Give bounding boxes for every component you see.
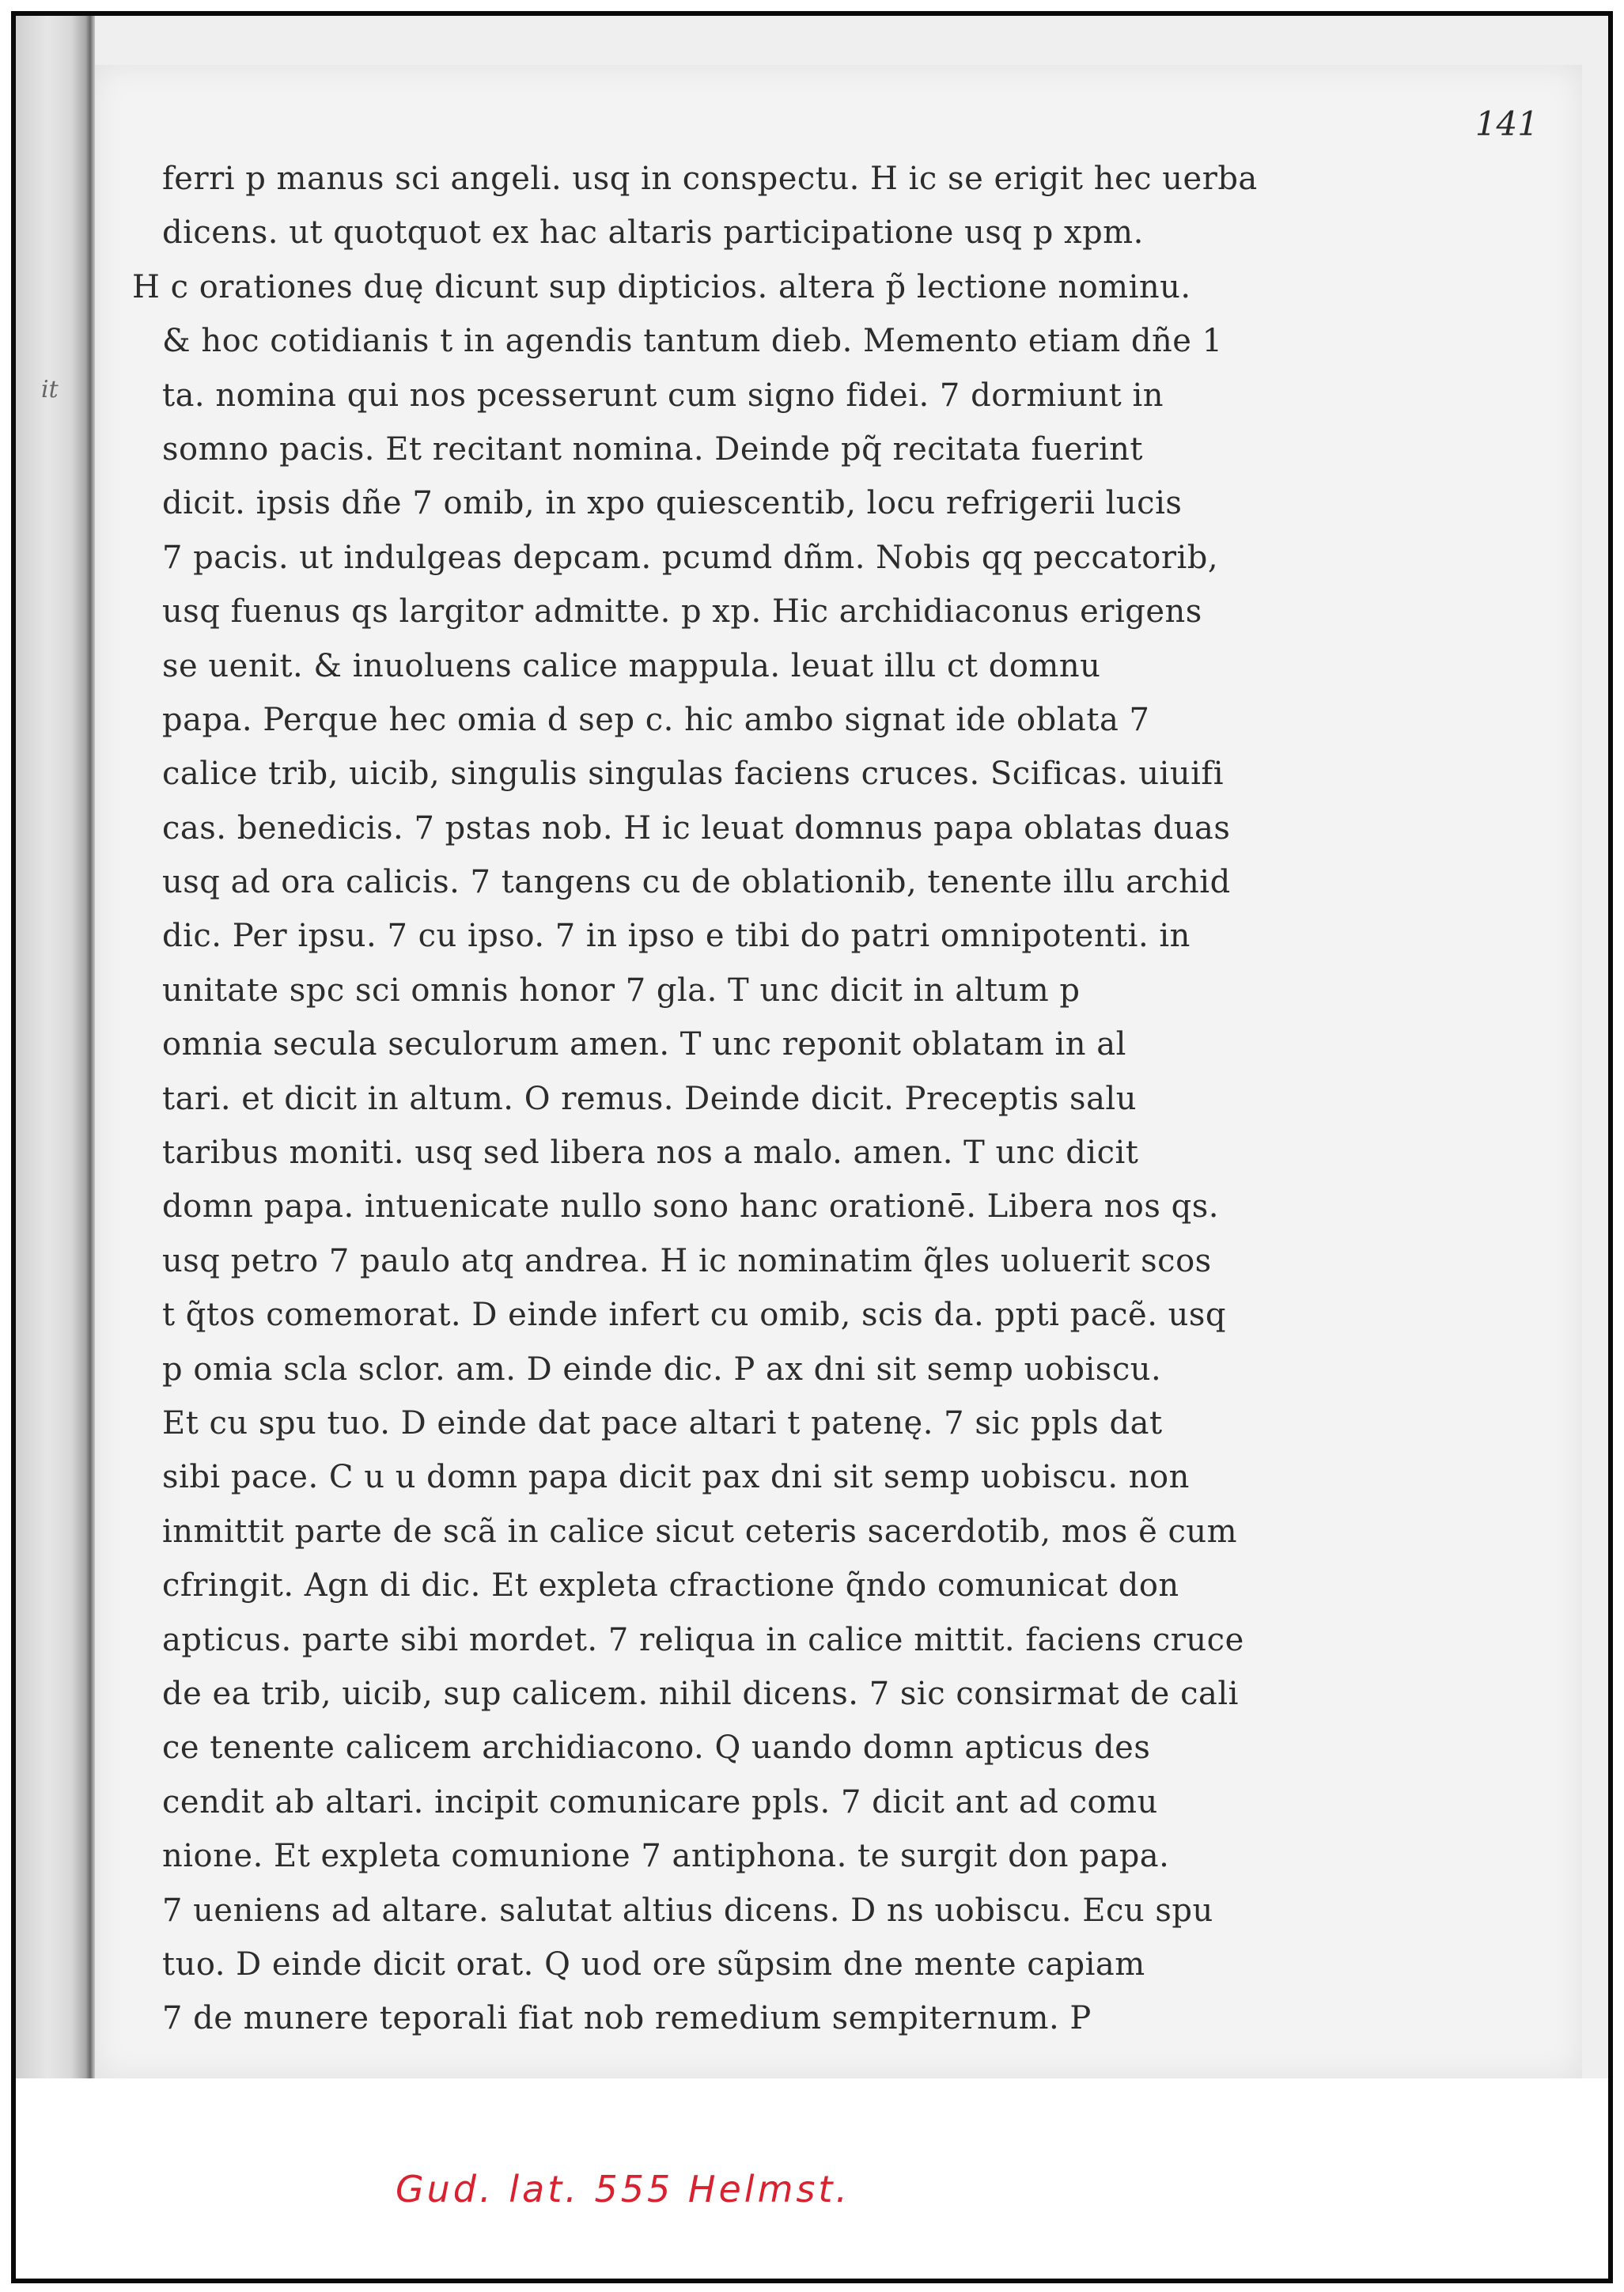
text-line: 7 ueniens ad altare. salutat altius dicens. D ns uobiscu. Ecu spu: [162, 1892, 1213, 1929]
text-line: dic. Per ipsu. 7 cu ipso. 7 in ipso e tibi do patri omnipotenti. in: [162, 918, 1191, 955]
text-line: cfringit. Agn di dic. Et expleta cfractione q̃ndo comunicat don: [162, 1567, 1179, 1604]
text-line: se uenit. & inuoluens calice mappula. leuat illu ct domnu: [162, 647, 1101, 684]
manuscript-page: [95, 65, 1582, 2078]
text-line: ce tenente calicem archidiacono. Q uando domn apticus des: [162, 1729, 1151, 1767]
text-line: tari. et dicit in altum. O remus. Deinde dicit. Preceptis salu: [162, 1080, 1137, 1117]
text-line: sibi pace. C u u domn papa dicit pax dni sit semp uobiscu. non: [162, 1459, 1190, 1496]
text-line: unitate spc sci omnis honor 7 gla. T unc dicit in altum p: [162, 972, 1081, 1009]
text-line: ta. nomina qui nos pcesserunt cum signo fidei. 7 dormiunt in: [162, 377, 1164, 414]
text-line: dicens. ut quotquot ex hac altaris participatione usq p xpm.: [162, 214, 1144, 252]
text-line: inmittit parte de scã in calice sicut ceteris sacerdotib, mos ẽ cum: [162, 1513, 1238, 1550]
text-line: dicit. ipsis dñe 7 omib, in xpo quiescentib, locu refrigerii lucis: [162, 485, 1183, 522]
shelfmark-annotation: Gud. lat. 555 Helmst.: [396, 2168, 851, 2211]
manuscript-text: [132, 152, 1412, 2046]
text-line: usq fuenus qs largitor admitte. p xp. Hic archidiaconus erigens: [162, 593, 1202, 631]
text-line: usq ad ora calicis. 7 tangens cu de oblationib, tenente illu archid: [162, 864, 1231, 901]
text-line: 7 pacis. ut indulgeas depcam. pcumd dñm. Nobis qq peccatorib,: [162, 539, 1219, 576]
folio-number: 141: [1474, 104, 1539, 143]
text-line: Et cu spu tuo. D einde dat pace altari t patenę. 7 sic ppls dat: [162, 1404, 1163, 1441]
text-line: apticus. parte sibi mordet. 7 reliqua in calice mittit. faciens cruce: [162, 1621, 1244, 1658]
text-line: omnia secula seculorum amen. T unc reponit oblatam in al: [162, 1026, 1126, 1063]
text-line: p omia scla sclor. am. D einde dic. P ax dni sit semp uobiscu.: [162, 1351, 1162, 1388]
text-line: papa. Perque hec omia d sep c. hic ambo signat ide oblata 7: [162, 701, 1150, 738]
text-line: de ea trib, uicib, sup calicem. nihil dicens. 7 sic consirmat de cali: [162, 1675, 1239, 1712]
text-line: tuo. D einde dicit orat. Q uod ore sũpsim dne mente capiam: [162, 1945, 1145, 1983]
text-line: 7 de munere teporali fiat nob remedium sempiternum. P: [162, 2000, 1092, 2037]
text-line: H c orationes duę dicunt sup dipticios. altera p̃ lectione nominu.: [132, 268, 1191, 305]
text-line: taribus moniti. usq sed libera nos a malo. amen. T unc dicit: [162, 1135, 1139, 1172]
text-line: nione. Et expleta comunione 7 antiphona. te surgit don papa.: [162, 1838, 1170, 1875]
text-line: cendit ab altari. incipit comunicare ppls. 7 dicit ant ad comu: [162, 1783, 1158, 1820]
photo-frame: [11, 11, 1613, 2283]
text-line: somno pacis. Et recitant nomina. Deinde pq̃ recitata fuerint: [162, 430, 1144, 468]
margin-note: it: [41, 376, 59, 403]
text-line: cas. benedicis. 7 pstas nob. H ic leuat domnus papa oblatas duas: [162, 809, 1231, 847]
text-line: ferri p manus sci angeli. usq in conspectu. H ic se erigit hec uerba: [162, 161, 1258, 197]
text-line: domn papa. intuenicate nullo sono hanc orationē. Libera nos qs.: [162, 1188, 1219, 1226]
text-line: t q̃tos comemorat. D einde infert cu omib, scis da. ppti pacẽ. usq: [162, 1297, 1227, 1334]
text-line: & hoc cotidianis t in agendis tantum dieb. Memento etiam dñe 1: [162, 323, 1223, 360]
binding-gutter: [16, 16, 95, 2279]
text-line: calice trib, uicib, singulis singulas faciens cruces. Scificas. uiuifi: [162, 756, 1224, 793]
text-line: usq petro 7 paulo atq andrea. H ic nominatim q̃les uoluerit scos: [162, 1242, 1212, 1279]
